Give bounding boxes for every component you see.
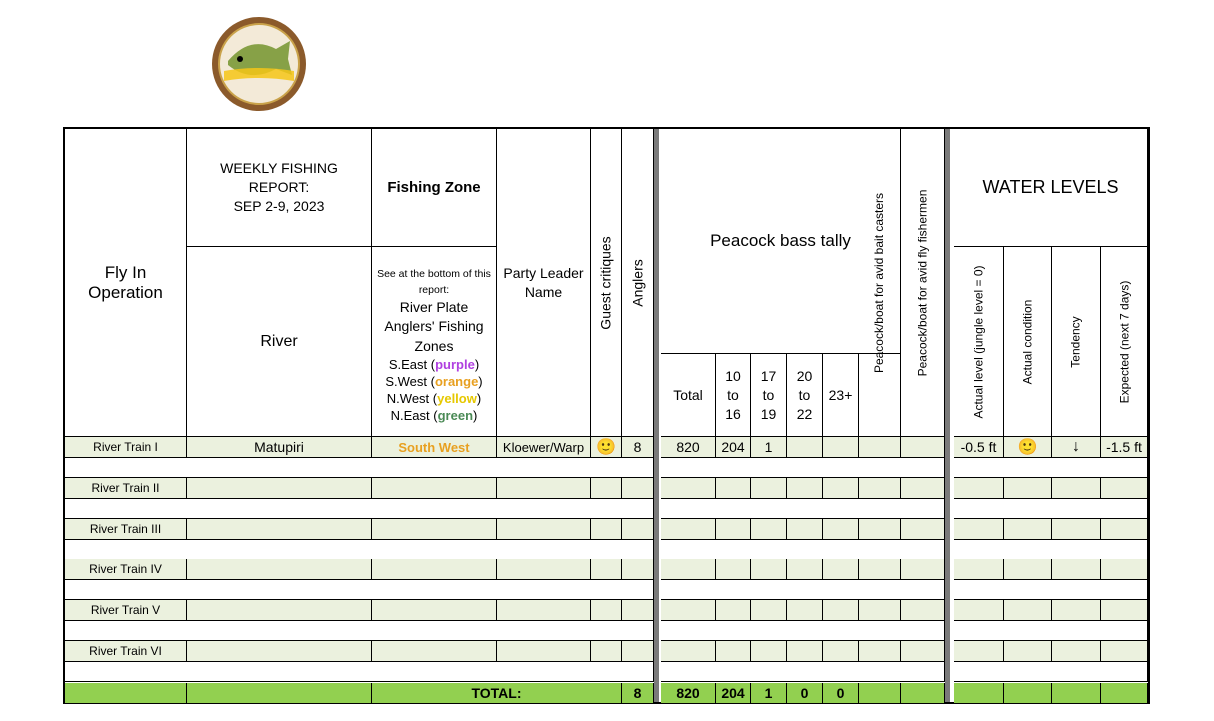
zone-legend-item: [389, 356, 479, 373]
total-total-text: 820: [676, 685, 700, 701]
zone-note-line: See at the bottom of this: [377, 267, 491, 280]
header-line: 10: [725, 367, 741, 384]
zone-legend-item: [387, 390, 481, 407]
row-river-cell-text: Matupiri: [254, 439, 304, 455]
row-level-cell: [954, 437, 1004, 458]
spacer-row: [661, 540, 945, 560]
row-train-cell-text: River Train VI: [89, 644, 162, 658]
zone-legend-item: [391, 407, 478, 424]
row-r3-cell: [787, 437, 823, 458]
row-expected-cell: [1101, 600, 1148, 621]
total-r3-text: 0: [800, 685, 809, 701]
column-separator: [945, 129, 950, 702]
zone-legend-item: [385, 373, 482, 390]
row-train-cell-text: River Train III: [89, 522, 162, 536]
header-line: REPORT:: [248, 179, 310, 195]
fishing-zone-header: [372, 129, 497, 247]
row-condition-cell: [1004, 559, 1052, 580]
row-total-cell: [661, 600, 716, 621]
row-r3-cell: [787, 559, 823, 580]
row-zone-cell: [372, 437, 497, 458]
row-condition-cell: [1004, 478, 1052, 499]
row-condition-cell: [1004, 437, 1052, 458]
peacock-tally-header-text: Peacock bass tally: [710, 231, 851, 250]
row-train-cell: [65, 600, 187, 621]
fishing-zones-legend: [372, 247, 497, 437]
row-zone-cell: [372, 600, 497, 621]
over-23-header: [823, 354, 859, 437]
row-river-cell: [187, 519, 372, 540]
row-critique-cell: [591, 600, 622, 621]
row-fly-cell: [901, 600, 945, 621]
total-label-text: TOTAL:: [471, 685, 522, 701]
guest-critiques-header-text: Guest critiques: [598, 235, 614, 330]
row-bait-cell: [859, 641, 901, 662]
spacer-row: [65, 580, 654, 600]
total-blank: [1004, 683, 1052, 704]
spacer-row: [65, 458, 654, 478]
row-total-cell: [661, 478, 716, 499]
tendency-header-text: Tendency: [1069, 315, 1083, 368]
row-total-cell: [661, 559, 716, 580]
row-r2-cell: [751, 559, 787, 580]
river-header-text: River: [260, 332, 298, 350]
zone-color-name: green: [437, 407, 474, 423]
total-r2-text: 1: [764, 685, 773, 701]
paren: ): [474, 356, 480, 372]
row-bait-cell: [859, 600, 901, 621]
row-tendency-cell: [1052, 437, 1101, 458]
row-zone-cell: [372, 478, 497, 499]
row-r2-cell: [751, 641, 787, 662]
row-level-cell: [954, 559, 1004, 580]
actual-level-header-text: Actual level (jungle level = 0): [971, 264, 986, 419]
row-train-cell: [65, 519, 187, 540]
row-leader-cell: [497, 519, 591, 540]
row-r4-cell: [823, 600, 859, 621]
row-leader-cell: [497, 478, 591, 499]
row-tendency-cell: [1052, 600, 1101, 621]
row-r4-cell: [823, 559, 859, 580]
header-line: 19: [760, 405, 777, 422]
row-tendency-cell: [1052, 478, 1101, 499]
zone-name: S.East (: [388, 356, 436, 372]
actual-condition-header-text: Actual condition: [1020, 299, 1035, 384]
row-anglers-cell: [622, 519, 654, 540]
total-r4: [823, 683, 859, 704]
spacer-row: [954, 621, 1148, 641]
anglers-header: [622, 129, 654, 437]
total-r2: [751, 683, 787, 704]
fly-fishermen-header: [901, 129, 945, 437]
row-river-cell: [187, 600, 372, 621]
water-levels-header: [954, 129, 1148, 247]
row-total-cell-text: 820: [676, 439, 700, 455]
row-train-cell-text: River Train IV: [89, 562, 162, 576]
row-train-cell-text: River Train I: [93, 440, 158, 454]
row-anglers-cell: [622, 478, 654, 499]
row-train-cell: [65, 559, 187, 580]
size-range-header: [751, 354, 787, 437]
row-critique-cell: [591, 641, 622, 662]
row-r2-cell: [751, 478, 787, 499]
row-river-cell: [187, 559, 372, 580]
row-expected-cell: [1101, 519, 1148, 540]
row-expected-cell: [1101, 559, 1148, 580]
row-fly-cell: [901, 478, 945, 499]
actual-level-header: [954, 247, 1004, 437]
header-line: 22: [796, 405, 813, 422]
row-zone-cell-text: South West: [398, 439, 470, 455]
row-r1-cell: [716, 641, 751, 662]
river-plate-anglers-logo: [210, 15, 308, 113]
zone-name: S.West (: [385, 373, 435, 389]
row-train-cell-text: River Train V: [90, 603, 161, 617]
row-r3-cell: [787, 600, 823, 621]
row-fly-cell: [901, 559, 945, 580]
spacer-row: [65, 499, 654, 519]
row-r3-cell: [787, 478, 823, 499]
total-col-header: [661, 354, 716, 437]
row-level-cell: [954, 478, 1004, 499]
header-line: Fly In Operation: [88, 262, 163, 302]
row-level-cell: [954, 641, 1004, 662]
total-r4-text: 0: [836, 685, 845, 701]
zone-name: N.East (: [390, 407, 438, 423]
weekly-fishing-report-table: [63, 127, 1150, 704]
row-r1-cell-text: 204: [721, 439, 745, 455]
row-level-cell: [954, 600, 1004, 621]
row-r1-cell: [716, 559, 751, 580]
row-leader-cell-text: Kloewer/Warp: [502, 439, 585, 455]
row-zone-cell: [372, 559, 497, 580]
row-train-cell-text: River Train II: [91, 481, 160, 495]
tendency-header: [1052, 247, 1101, 437]
over-23-header-text: 23+: [828, 387, 853, 403]
zone-note-line: report:: [418, 283, 450, 296]
header-line: Name: [524, 283, 563, 300]
zone-note-line: Anglers' Fishing: [384, 317, 484, 334]
spacer-row: [661, 580, 945, 600]
total-r1-text: 204: [721, 685, 745, 701]
paren: ): [478, 373, 483, 389]
fly-fishermen-header-text: Peacock/boat for avid fly fishermen: [915, 189, 930, 376]
row-total-cell: [661, 641, 716, 662]
header-line: Party Leader: [503, 264, 584, 281]
row-expected-cell: [1101, 478, 1148, 499]
spacer-row: [954, 580, 1148, 600]
zone-note-line: Zones: [414, 337, 454, 354]
total-blank: [1052, 683, 1101, 704]
row-bait-cell: [859, 559, 901, 580]
row-tendency-cell: [1052, 519, 1101, 540]
row-r3-cell: [787, 641, 823, 662]
total-anglers: [622, 683, 654, 704]
total-blank: [954, 683, 1004, 704]
row-critique-cell: [591, 559, 622, 580]
header-line: SEP 2-9, 2023: [233, 198, 325, 214]
row-leader-cell: [497, 600, 591, 621]
row-r2-cell: [751, 437, 787, 458]
bait-casters-header-text: Peacock/boat for avid bait casters: [872, 192, 887, 373]
paren: ): [476, 390, 482, 406]
row-anglers-cell: [622, 437, 654, 458]
row-condition-cell-text: 🙂: [1017, 439, 1038, 456]
spacer-row: [65, 621, 654, 641]
row-r2-cell-text: 1: [764, 439, 773, 455]
total-col-header-text: Total: [673, 387, 703, 403]
row-total-cell: [661, 519, 716, 540]
row-train-cell: [65, 437, 187, 458]
spacer-row: [661, 662, 945, 682]
header-line: WEEKLY FISHING: [220, 160, 338, 176]
row-level-cell: [954, 519, 1004, 540]
row-level-cell-text: -0.5 ft: [960, 439, 997, 455]
row-condition-cell: [1004, 600, 1052, 621]
total-blank: [901, 683, 945, 704]
row-bait-cell: [859, 437, 901, 458]
row-condition-cell: [1004, 519, 1052, 540]
total-blank: [65, 683, 187, 704]
row-train-cell: [65, 641, 187, 662]
row-fly-cell: [901, 519, 945, 540]
row-river-cell: [187, 478, 372, 499]
row-train-cell: [65, 478, 187, 499]
zone-color-name: purple: [435, 356, 475, 372]
zone-color-name: yellow: [437, 390, 477, 406]
row-anglers-cell-text: 8: [633, 439, 642, 455]
paren: ): [473, 407, 478, 423]
party-leader-header: [497, 129, 591, 437]
header-line: 17: [760, 367, 777, 384]
water-levels-header-text: WATER LEVELS: [982, 177, 1119, 197]
row-zone-cell: [372, 641, 497, 662]
header-line: 16: [725, 405, 741, 422]
total-blank: [859, 683, 901, 704]
row-bait-cell: [859, 519, 901, 540]
river-header: [187, 247, 372, 437]
header-line: to: [727, 386, 739, 403]
fly-in-operation-header: [65, 129, 187, 437]
header-line: to: [762, 386, 775, 403]
spacer-row: [65, 540, 654, 560]
row-tendency-cell: [1052, 559, 1101, 580]
row-anglers-cell: [622, 559, 654, 580]
header-line: to: [798, 386, 811, 403]
fishing-zone-header-text: Fishing Zone: [387, 179, 481, 196]
spacer-row: [661, 499, 945, 519]
row-leader-cell: [497, 559, 591, 580]
zone-name: N.West (: [386, 390, 438, 406]
row-fly-cell: [901, 437, 945, 458]
zone-color-name: orange: [434, 373, 479, 389]
row-leader-cell: [497, 641, 591, 662]
spacer-row: [954, 458, 1148, 478]
row-r4-cell: [823, 437, 859, 458]
row-r4-cell: [823, 519, 859, 540]
bait-casters-header: [859, 129, 901, 437]
row-expected-cell: [1101, 437, 1148, 458]
header-line: 20: [796, 367, 813, 384]
size-range-header: [787, 354, 823, 437]
spacer-row: [954, 540, 1148, 560]
total-r3: [787, 683, 823, 704]
row-critique-cell-text: 🙂: [596, 439, 616, 456]
row-leader-cell: [497, 437, 591, 458]
row-critique-cell: [591, 478, 622, 499]
size-range-header: [716, 354, 751, 437]
total-blank: [1101, 683, 1148, 704]
row-r2-cell: [751, 600, 787, 621]
spacer-row: [954, 662, 1148, 682]
row-expected-cell: [1101, 641, 1148, 662]
total-anglers-text: 8: [633, 685, 642, 701]
row-condition-cell: [1004, 641, 1052, 662]
row-bait-cell: [859, 478, 901, 499]
row-zone-cell: [372, 519, 497, 540]
spacer-row: [65, 662, 654, 682]
row-expected-cell-text: -1.5 ft: [1106, 439, 1142, 455]
row-fly-cell: [901, 641, 945, 662]
actual-condition-header: [1004, 247, 1052, 437]
row-r1-cell: [716, 600, 751, 621]
row-r1-cell: [716, 478, 751, 499]
spacer-row: [954, 499, 1148, 519]
row-r2-cell: [751, 519, 787, 540]
total-r1: [716, 683, 751, 704]
total-label: [372, 683, 622, 704]
row-anglers-cell: [622, 641, 654, 662]
row-r1-cell: [716, 437, 751, 458]
row-critique-cell: [591, 519, 622, 540]
row-critique-cell: [591, 437, 622, 458]
row-r1-cell: [716, 519, 751, 540]
zone-note-line: River Plate: [399, 298, 469, 315]
total-total: [661, 683, 716, 704]
expected-header-text: Expected (next 7 days): [1117, 280, 1132, 403]
expected-header: [1101, 247, 1148, 437]
row-river-cell: [187, 437, 372, 458]
guest-critiques-header: [591, 129, 622, 437]
row-tendency-cell-text: ↓: [1072, 438, 1080, 455]
row-tendency-cell: [1052, 641, 1101, 662]
column-separator: [654, 129, 659, 702]
row-anglers-cell: [622, 600, 654, 621]
report-title: [187, 129, 372, 247]
row-r3-cell: [787, 519, 823, 540]
row-r4-cell: [823, 641, 859, 662]
row-r4-cell: [823, 478, 859, 499]
total-blank: [187, 683, 372, 704]
anglers-header-text: Anglers: [629, 258, 646, 307]
spacer-row: [661, 458, 945, 478]
spacer-row: [661, 621, 945, 641]
row-river-cell: [187, 641, 372, 662]
row-total-cell: [661, 437, 716, 458]
